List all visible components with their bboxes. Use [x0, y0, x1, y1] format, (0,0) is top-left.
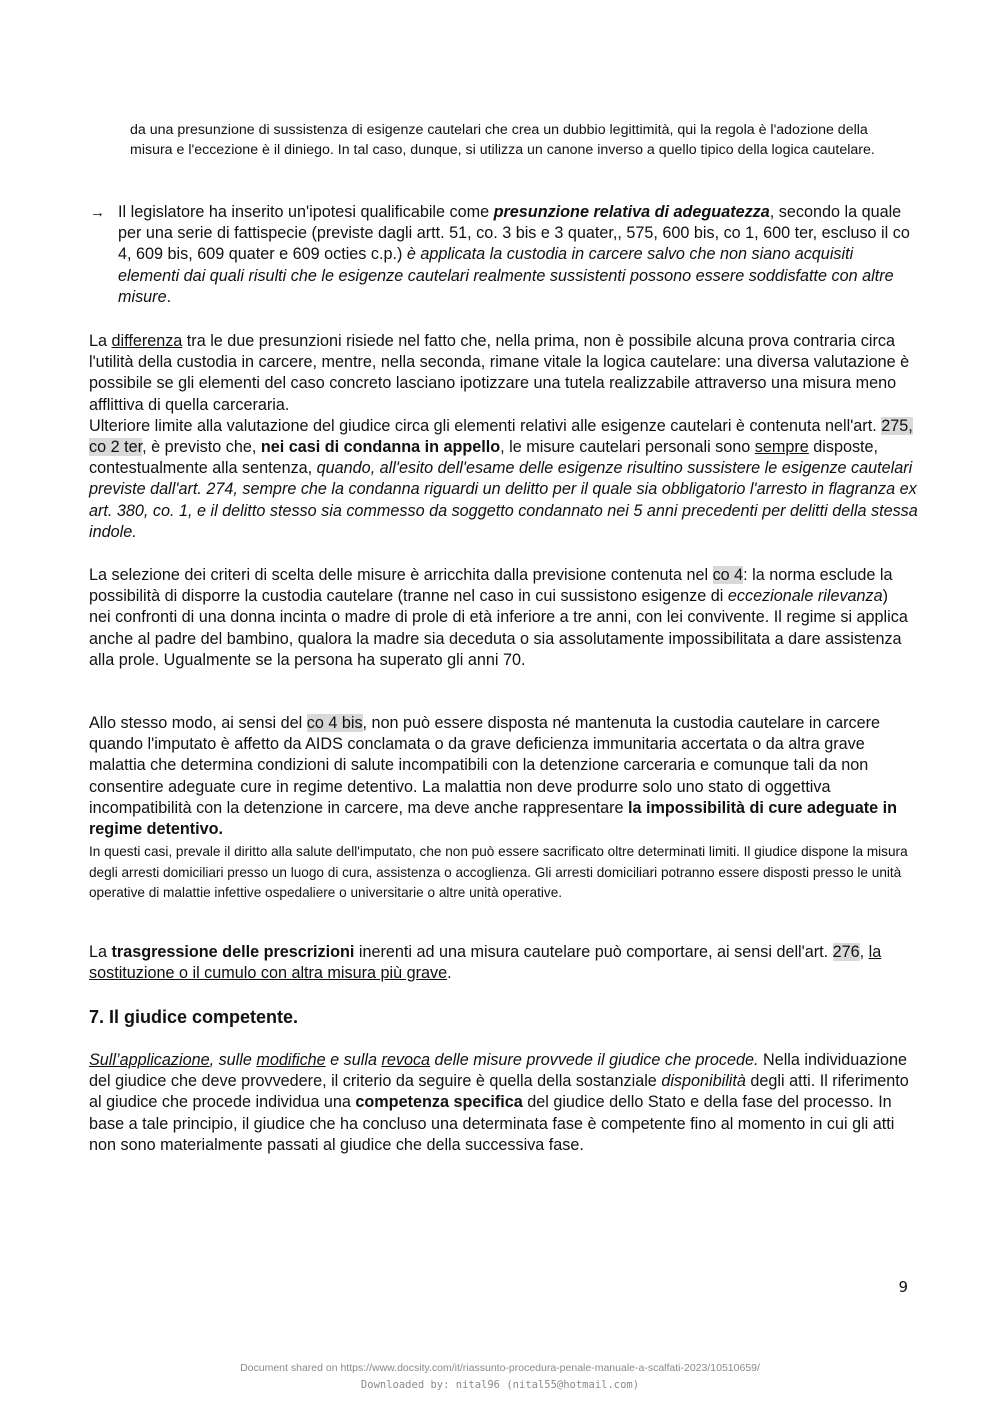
text-run: , le misure cautelari personali sono	[500, 438, 755, 457]
text-run: Ulteriore limite alla valutazione del giudice circa gli elementi relativi alle esigenze cautelari è contenuta nell'art.	[89, 416, 882, 435]
text-run: inerenti ad una misura cautelare può comportare, ai sensi dell'art.	[354, 943, 833, 961]
text-run: , non può essere disposta né mantenuta la custodia cautelare in carcere quando l'imputato è affetto da AIDS conclamata o da grave deficienza immunitaria accertata o da altra grave malattia che determina condizioni di salute incompatibili con la detenzione carceraria e comunque tali da non consentire adeguate cure in regime detentivo. La malattia non deve produrre solo uno stato di oggettiva incompatibilità con la detenzione in carcere, ma deve anche rappresentare	[89, 714, 880, 817]
text-run: , secondo la quale per una serie di fattispecie (previste dagli artt. 51, co. 3 bis e 3 quater,, 575, 600 bis, co 1, 600 ter, escluso il co 4, 609 bis, 609 quater e 609 octies c.p.)	[118, 203, 910, 264]
text-run: .	[166, 287, 172, 306]
downloaded-by-text: Downloaded by: nital96 (nital55@hotmail.com)	[360, 1379, 640, 1391]
underlined-term: Sull’applicazione	[89, 1051, 210, 1069]
page-footer	[0, 1360, 1000, 1394]
underlined-term: differenza	[111, 332, 183, 350]
aids-note-paragraph: In questi casi, prevale il diritto alla salute dell'imputato, che non può essere sacrificato oltre determinati limiti. Il giudice dispone la misura degli arresti domiciliari presso un luogo di cura, assistenza o accoglienza. Gli arresti domiciliari potranno essere disposti presso le unità operative di malattie infettive ospedaliere o universitarie o altre unità operative.	[89, 844, 908, 900]
text-run: , è previsto che,	[142, 438, 261, 457]
arrow-item-text	[118, 202, 913, 308]
text-run: La selezione dei criteri di scelta delle misure è arricchita dalla previsione contenuta nel	[89, 566, 713, 584]
bold-run: trasgressione delle prescrizioni	[111, 943, 355, 961]
text-run: e sulla	[325, 1051, 382, 1069]
shared-link-text[interactable]: Document shared on https://www.docsity.com/it/riassunto-procedura-penale-manuale-a-scalfati-2023/10510659/	[240, 1362, 760, 1374]
ulteriore-limite-paragraph	[89, 416, 919, 543]
text-run: , sulle	[209, 1051, 257, 1069]
highlighted-reference: 276	[832, 943, 860, 961]
italic-run: eccezionale rilevanza	[727, 587, 883, 606]
bold-run: competenza specifica	[355, 1093, 523, 1112]
underlined-term: modifiche	[256, 1051, 326, 1069]
text-run: delle misure provvede il giudice che procede.	[430, 1051, 759, 1069]
text-run: La	[89, 943, 112, 961]
selezione-paragraph	[89, 565, 914, 671]
right-arrow-icon: →	[90, 204, 105, 221]
italic-run: disponibilità	[661, 1072, 746, 1091]
underlined-term: revoca	[381, 1051, 431, 1069]
text-run: degli atti. Il riferimento al giudice che procede individua una	[89, 1072, 909, 1112]
page-number: 9	[898, 1278, 908, 1296]
section-heading: 7. Il giudice competente.	[89, 1007, 299, 1027]
differenza-paragraph	[89, 331, 919, 416]
highlighted-reference: co 4 bis	[306, 714, 363, 732]
text-run: Allo stesso modo, ai sensi del	[89, 714, 307, 732]
italic-run: è applicata la custodia in carcere salvo che non siano acquisiti elementi dai quali risulti che le esigenze cautelari realmente sussistenti possono essere soddisfatte con altre misure	[118, 245, 894, 306]
underlined-term: sempre	[754, 438, 809, 457]
highlighted-reference: co 4	[712, 566, 744, 584]
text-run: La	[89, 332, 112, 350]
text-run: Nella individuazione del giudice che deve provvedere, il criterio da seguire è quella della sostanziale	[89, 1051, 907, 1091]
bold-run: nei casi di condanna in appello	[260, 438, 501, 457]
text-run: Il legislatore ha inserito un'ipotesi qualificabile come	[118, 203, 494, 221]
highlighted-reference: 275, co 2 ter	[89, 416, 913, 457]
differenza-section	[89, 331, 919, 543]
text-run: .	[447, 964, 452, 983]
quote-paragraph: da una presunzione di sussistenza di esigenze cautelari che crea un dubbio legittimità, qui la regola è l'adozione della misura e l'eccezione è il diniego. In tal caso, dunque, si utilizza un canone inverso a quello tipico della logica cautelare.	[130, 122, 875, 158]
arrow-list-item	[90, 202, 920, 308]
trasgressione-paragraph	[89, 942, 914, 984]
bold-italic-term: presunzione relativa di adeguatezza	[493, 203, 770, 221]
italic-run: quando, all'esito dell'esame delle esigenze risultino sussistere le esigenze cautelari previste dall'art. 274, sempre che la condanna riguardi un delitto per il quale sia obbligatorio l'arresto in flagranza ex art. 380, co. 1, e il delitto stesso sia commesso da soggetto condannato nei 5 anni precedenti per delitti della stessa indole.	[89, 459, 918, 541]
underlined-term: la sostituzione o il cumulo con altra misura più grave	[89, 943, 882, 983]
text-run: : la norma esclude la possibilità di disporre la custodia cautelare (tranne nel caso in cui sussistono esigenze di	[89, 566, 893, 606]
aids-paragraph	[89, 713, 914, 840]
text-run: disposte, contestualmente alla sentenza,	[89, 438, 879, 478]
text-run: ) nei confronti di una donna incinta o madre di prole di età inferiore a tre anni, con lei convivente. Il regime si applica anche al padre del bambino, qualora la madre sia deceduta o sia assolutamente impossibilitata a dare assistenza alla prole. Ugualmente se la persona ha superato gli anni 70.	[89, 587, 908, 669]
text-run: tra le due presunzioni risiede nel fatto che, nella prima, non è possibile alcuna prova contraria circa l'utilità della custodia in carcere, mentre, nella seconda, rimane vitale la logica cautelare: una diversa valutazione è possibile se gli elementi del caso concreto lasciano ipotizzare una tutela realizzabile attraverso una misura meno afflittiva di quella carceraria.	[89, 332, 910, 414]
text-run: ,	[859, 943, 869, 961]
text-run: del giudice dello Stato e della fase del processo. In base a tale principio, il giudice che ha concluso una determinata fase è competente fino al momento in cui gli atti non sono materialmente passati al giudice che della successiva fase.	[89, 1093, 895, 1154]
giudice-paragraph	[89, 1050, 914, 1156]
bold-run: la impossibilità di cure adeguate in regime detentivo.	[89, 798, 897, 839]
